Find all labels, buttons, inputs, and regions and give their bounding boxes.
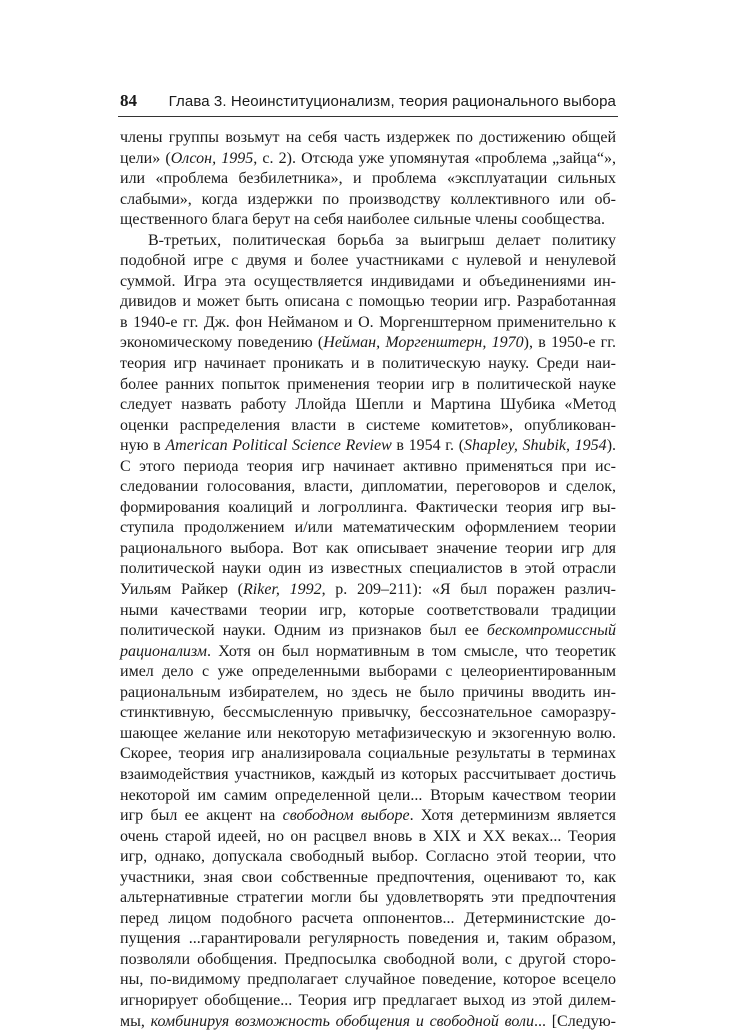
text-line: рационального выбора. Вот как описывает значение теории игр для	[120, 539, 616, 557]
page-number: 84	[120, 91, 137, 110]
text-line: формирования коалиций и логроллинга. Фактически теория игр вы-	[120, 498, 616, 516]
text-line: участники, зная свои собственные предпочтения, оценивают то, как	[120, 868, 616, 886]
text-line: суммой. Игра эта осуществляется индивидами и объединениями ин-	[120, 272, 616, 290]
text-line: слабыми», когда издержки по производству коллективного или об-	[120, 190, 616, 208]
text-line: взаимодействия участников, каждый из которых рассчитывает достичь	[120, 765, 616, 783]
text-line: пущения ...гарантировали регулярность поведения и, таким образом,	[120, 930, 616, 948]
text-line: Уильям Райкер (Riker, 1992, p. 209–211): «Я был поражен различ-	[120, 581, 617, 599]
text-line: в 1940-е гг. Дж. фон Нейманом и О. Моргенштерном применительно к	[120, 313, 616, 331]
text-line: экономическому поведению (Нейман, Моргенштерн, 1970), в 1950-е гг.	[120, 334, 617, 352]
text-line: подобной игре с двумя и более участниками с нулевой и ненулевой	[120, 252, 616, 270]
text-line: следует назвать работу Ллойда Шепли и Мартина Шубика «Метод	[120, 396, 616, 414]
text-line: следовании голосования, власти, дипломатии, переговоров и сделок,	[120, 478, 616, 496]
text-line: цели» (Олсон, 1995, с. 2). Отсюда уже упомянутая «проблема „зайца“»,	[120, 149, 617, 167]
text-line: оценки распределения власти в системе комитетов», опубликован-	[120, 416, 616, 434]
text-line: более ранних попыток применения теории игр в политической науке	[120, 375, 616, 393]
text-line: политической науки. Одним из признаков был ее бескомпромиссный	[120, 622, 616, 640]
text-line: перед лицом подобного расчета оппонентов... Детерминистские до-	[120, 909, 616, 927]
text-line: ступила продолжением и/или математическим оформлением теории	[120, 519, 616, 537]
text-line: игр, однако, допускала свободный выбор. Согласно этой теории, что	[120, 848, 616, 866]
text-line: стинктивную, бессмысленную привычку, бессознательное саморазру-	[120, 704, 616, 722]
chapter-title: Глава 3. Неоинституционализм, теория рационального выбора	[168, 93, 616, 110]
text-line: дивидов и может быть описана с помощью теории игр. Разработанная	[120, 293, 616, 311]
text-line: ную в American Political Science Review в 1954 г. (Shapley, Shubik, 1954).	[120, 437, 617, 455]
text-line: некоторой им самим определенной цели... Вторым качеством теории	[120, 786, 616, 804]
text-line: В-третьих, политическая борьба за выигрыш делает политику	[148, 231, 616, 249]
text-line: теория игр начинает проникать и в политическую науку. Среди наи-	[120, 355, 616, 373]
text-line: или «проблема безбилетника», и проблема «эксплуатации сильных	[120, 170, 616, 188]
text-line: позволяли обобщения. Предпосылка свободной воли, с другой сторо-	[120, 950, 616, 968]
text-line: ными качествами теории игр, которые соответствовали традиции	[120, 601, 616, 619]
text-line: альтернативные стратегии могли бы удовлетворять эти предпочтения	[120, 889, 616, 907]
text-line: имел дело с уже определенными выборами с целеориентированным	[120, 663, 616, 681]
text-line: рациональным избирателем, но здесь не было причины вводить ин-	[120, 683, 616, 701]
text-line: политической науки один из известных специалистов в этой отрасли	[120, 560, 616, 578]
header-rule	[118, 116, 618, 117]
text-line: рационализм. Хотя он был нормативным в том смысле, что теоретик	[120, 642, 616, 660]
text-line: щественного блага берут на себя наиболее сильные члены сообщества.	[120, 211, 605, 229]
text-line: шающее желание или некоторую метафизическую и экзогенную волю.	[120, 724, 616, 742]
text-line: игр был ее акцент на свободном выборе. Хотя детерминизм является	[120, 807, 616, 825]
text-line: С этого периода теория игр начинает активно применяться при ис-	[120, 457, 616, 475]
text-line: ны, по-видимому предполагает случайное поведение, которое всецело	[120, 971, 616, 989]
text-line: Скорее, теория игр анализировала социальные результаты в терминах	[120, 745, 616, 763]
text-line: игнорирует обобщение... Теория игр предлагает выход из этой дилем-	[120, 991, 616, 1009]
body-text	[120, 128, 616, 1032]
text-line: члены группы возьмут на себя часть издержек по достижению общей	[120, 129, 616, 146]
running-head	[120, 91, 616, 115]
text-line: очень старой идеей, но он расцвел вновь в XIX и XX веках... Теория	[120, 827, 616, 845]
text-line: мы, комбинируя возможность обобщения и свободной воли... [Следую-	[120, 1012, 617, 1030]
